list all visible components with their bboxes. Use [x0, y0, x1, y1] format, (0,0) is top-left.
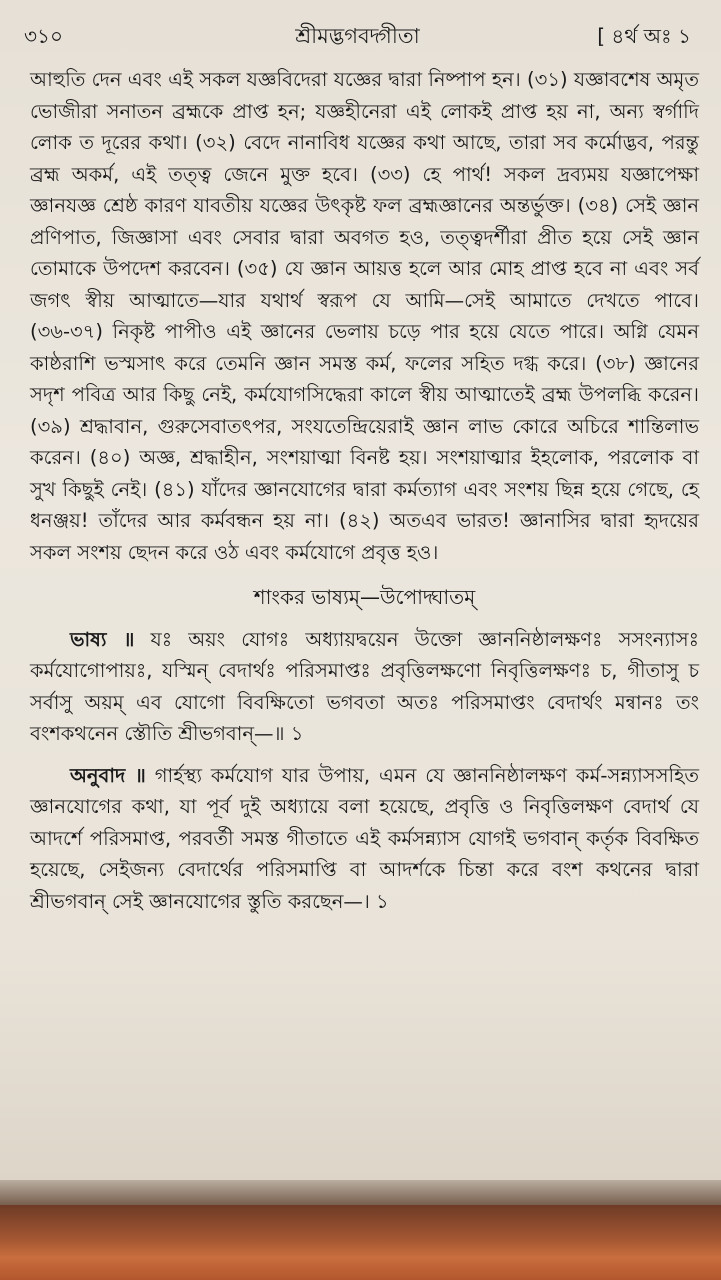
anubad-label: অনুবাদ ॥	[70, 763, 146, 787]
bhashya-text: যঃ অয়ং যোগঃ অধ্যায়দ্বয়েন উক্তো জ্ঞাননিষ্ঠালক্ষণঃ সসংন্যাসঃ কর্মযোগোপায়ঃ, যস্মিন্ বেদার্থঃ পরিসমাপ্তঃ প্রবৃত্তিলক্ষণো নিবৃত্তিলক্ষণঃ চ, গীতাসু চ সর্বাসু অয়ম্ এব যোগো বিবক্ষিতো ভগবতা অতঃ পরিসমাপ্তং বেদার্থং মন্বানঃ তং বংশকথনেন স্তৌতি শ্রীভগবান্—॥ ১	[30, 627, 699, 745]
background-cloth	[0, 1205, 721, 1280]
page-header	[24, 18, 691, 52]
chapter-reference: [ ৪র্থ অঃ ১	[597, 24, 691, 48]
running-title: শ্রীমদ্ভগবদ্গীতা	[295, 24, 420, 48]
bhashya-label: ভাষ্য ॥	[70, 627, 135, 651]
page-body	[30, 64, 699, 917]
page-number: ৩১০	[24, 24, 63, 48]
anubad-paragraph	[30, 760, 699, 918]
section-heading: শাংকর ভাষ্যম্—উপোদ্ঘাতম্	[253, 585, 476, 609]
anubad-text: গার্হস্থ্য কর্মযোগ যার উপায়, এমন যে জ্ঞাননিষ্ঠালক্ষণ কর্ম-সন্ন্যাসসহিত জ্ঞানযোগের কথা, যা পূর্ব দুই অধ্যায়ে বলা হয়েছে, প্রবৃত্তি ও নিবৃত্তিলক্ষণ বেদার্থ যে আদর্শে পরিসমাপ্ত, পরবর্তী সমস্ত গীতাতে এই কর্মসন্ন্যাস যোগই ভগবান্ কর্তৃক বিবক্ষিত হয়েছে, সেইজন্য বেদার্থের পরিসমাপ্তি বা আদর্শকে চিন্তা করে বংশ কথনের দ্বারা শ্রীভগবান্ সেই জ্ঞানযোগের স্তুতি করছেন—। ১	[30, 763, 699, 913]
translation-paragraph: আহুতি দেন এবং এই সকল যজ্ঞবিদেরা যজ্ঞের দ্বারা নিষ্পাপ হন। (৩১) যজ্ঞাবশেষ অমৃত ভোজীরা সনাতন ব্রহ্মকে প্রাপ্ত হন; যজ্ঞহীনেরা এই লোকই প্রাপ্ত হয় না, অন্য স্বর্গাদি লোক ত দূরের কথা। (৩২) বেদে নানাবিধ যজ্ঞের কথা আছে, তারা সব কর্মোদ্ভব, পরন্তু ব্রহ্ম অকর্ম, এই তত্ত্ব জেনে মুক্ত হবে। (৩৩) হে পার্থ! সকল দ্রব্যময় যজ্ঞাপেক্ষা জ্ঞানযজ্ঞ শ্রেষ্ঠ কারণ যাবতীয় যজ্ঞের উৎকৃষ্ট ফল ব্রহ্মজ্ঞানের অন্তর্ভুক্ত। (৩৪) সেই জ্ঞান প্রণিপাত, জিজ্ঞাসা এবং সেবার দ্বারা অবগত হও, তত্ত্বদর্শীরা প্রীত হয়ে সেই জ্ঞান তোমাকে উপদেশ করবেন। (৩৫) যে জ্ঞান আয়ত্ত হলে আর মোহ প্রাপ্ত হবে না এবং সর্ব জগৎ স্বীয় আত্মাতে—যার যথার্থ স্বরূপ যে আমি—সেই আমাতে দেখতে পাবে। (৩৬-৩৭) নিকৃষ্ট পাপীও এই জ্ঞানের ভেলায় চড়ে পার হয়ে যেতে পারে। অগ্নি যেমন কাষ্ঠরাশি ভস্মসাৎ করে তেমনি জ্ঞান সমস্ত কর্ম, ফলের সহিত দগ্ধ করে। (৩৮) জ্ঞানের সদৃশ পবিত্র আর কিছু নেই, কর্মযোগসিদ্ধেরা কালে স্বীয় আত্মাতেই ব্রহ্ম উপলব্ধি করেন। (৩৯) শ্রদ্ধাবান, গুরুসেবাতৎপর, সংযতেন্দ্রিয়েরাই জ্ঞান লাভ কোরে অচিরে শান্তিলাভ করেন। (৪০) অজ্ঞ, শ্রদ্ধাহীন, সংশয়াত্মা বিনষ্ট হয়। সংশয়াত্মার ইহলোক, পরলোক বা সুখ কিছুই নেই। (৪১) যাঁদের জ্ঞানযোগের দ্বারা কর্মত্যাগ এবং সংশয় ছিন্ন হয়ে গেছে, হে ধনঞ্জয়! তাঁদের আর কর্মবন্ধন হয় না। (৪২) অতএব ভারত! জ্ঞানাসির দ্বারা হৃদয়ের সকল সংশয় ছেদন করে ওঠ এবং কর্মযোগে প্রবৃত্ত হও।	[30, 68, 699, 564]
bhashya-paragraph	[30, 624, 699, 750]
